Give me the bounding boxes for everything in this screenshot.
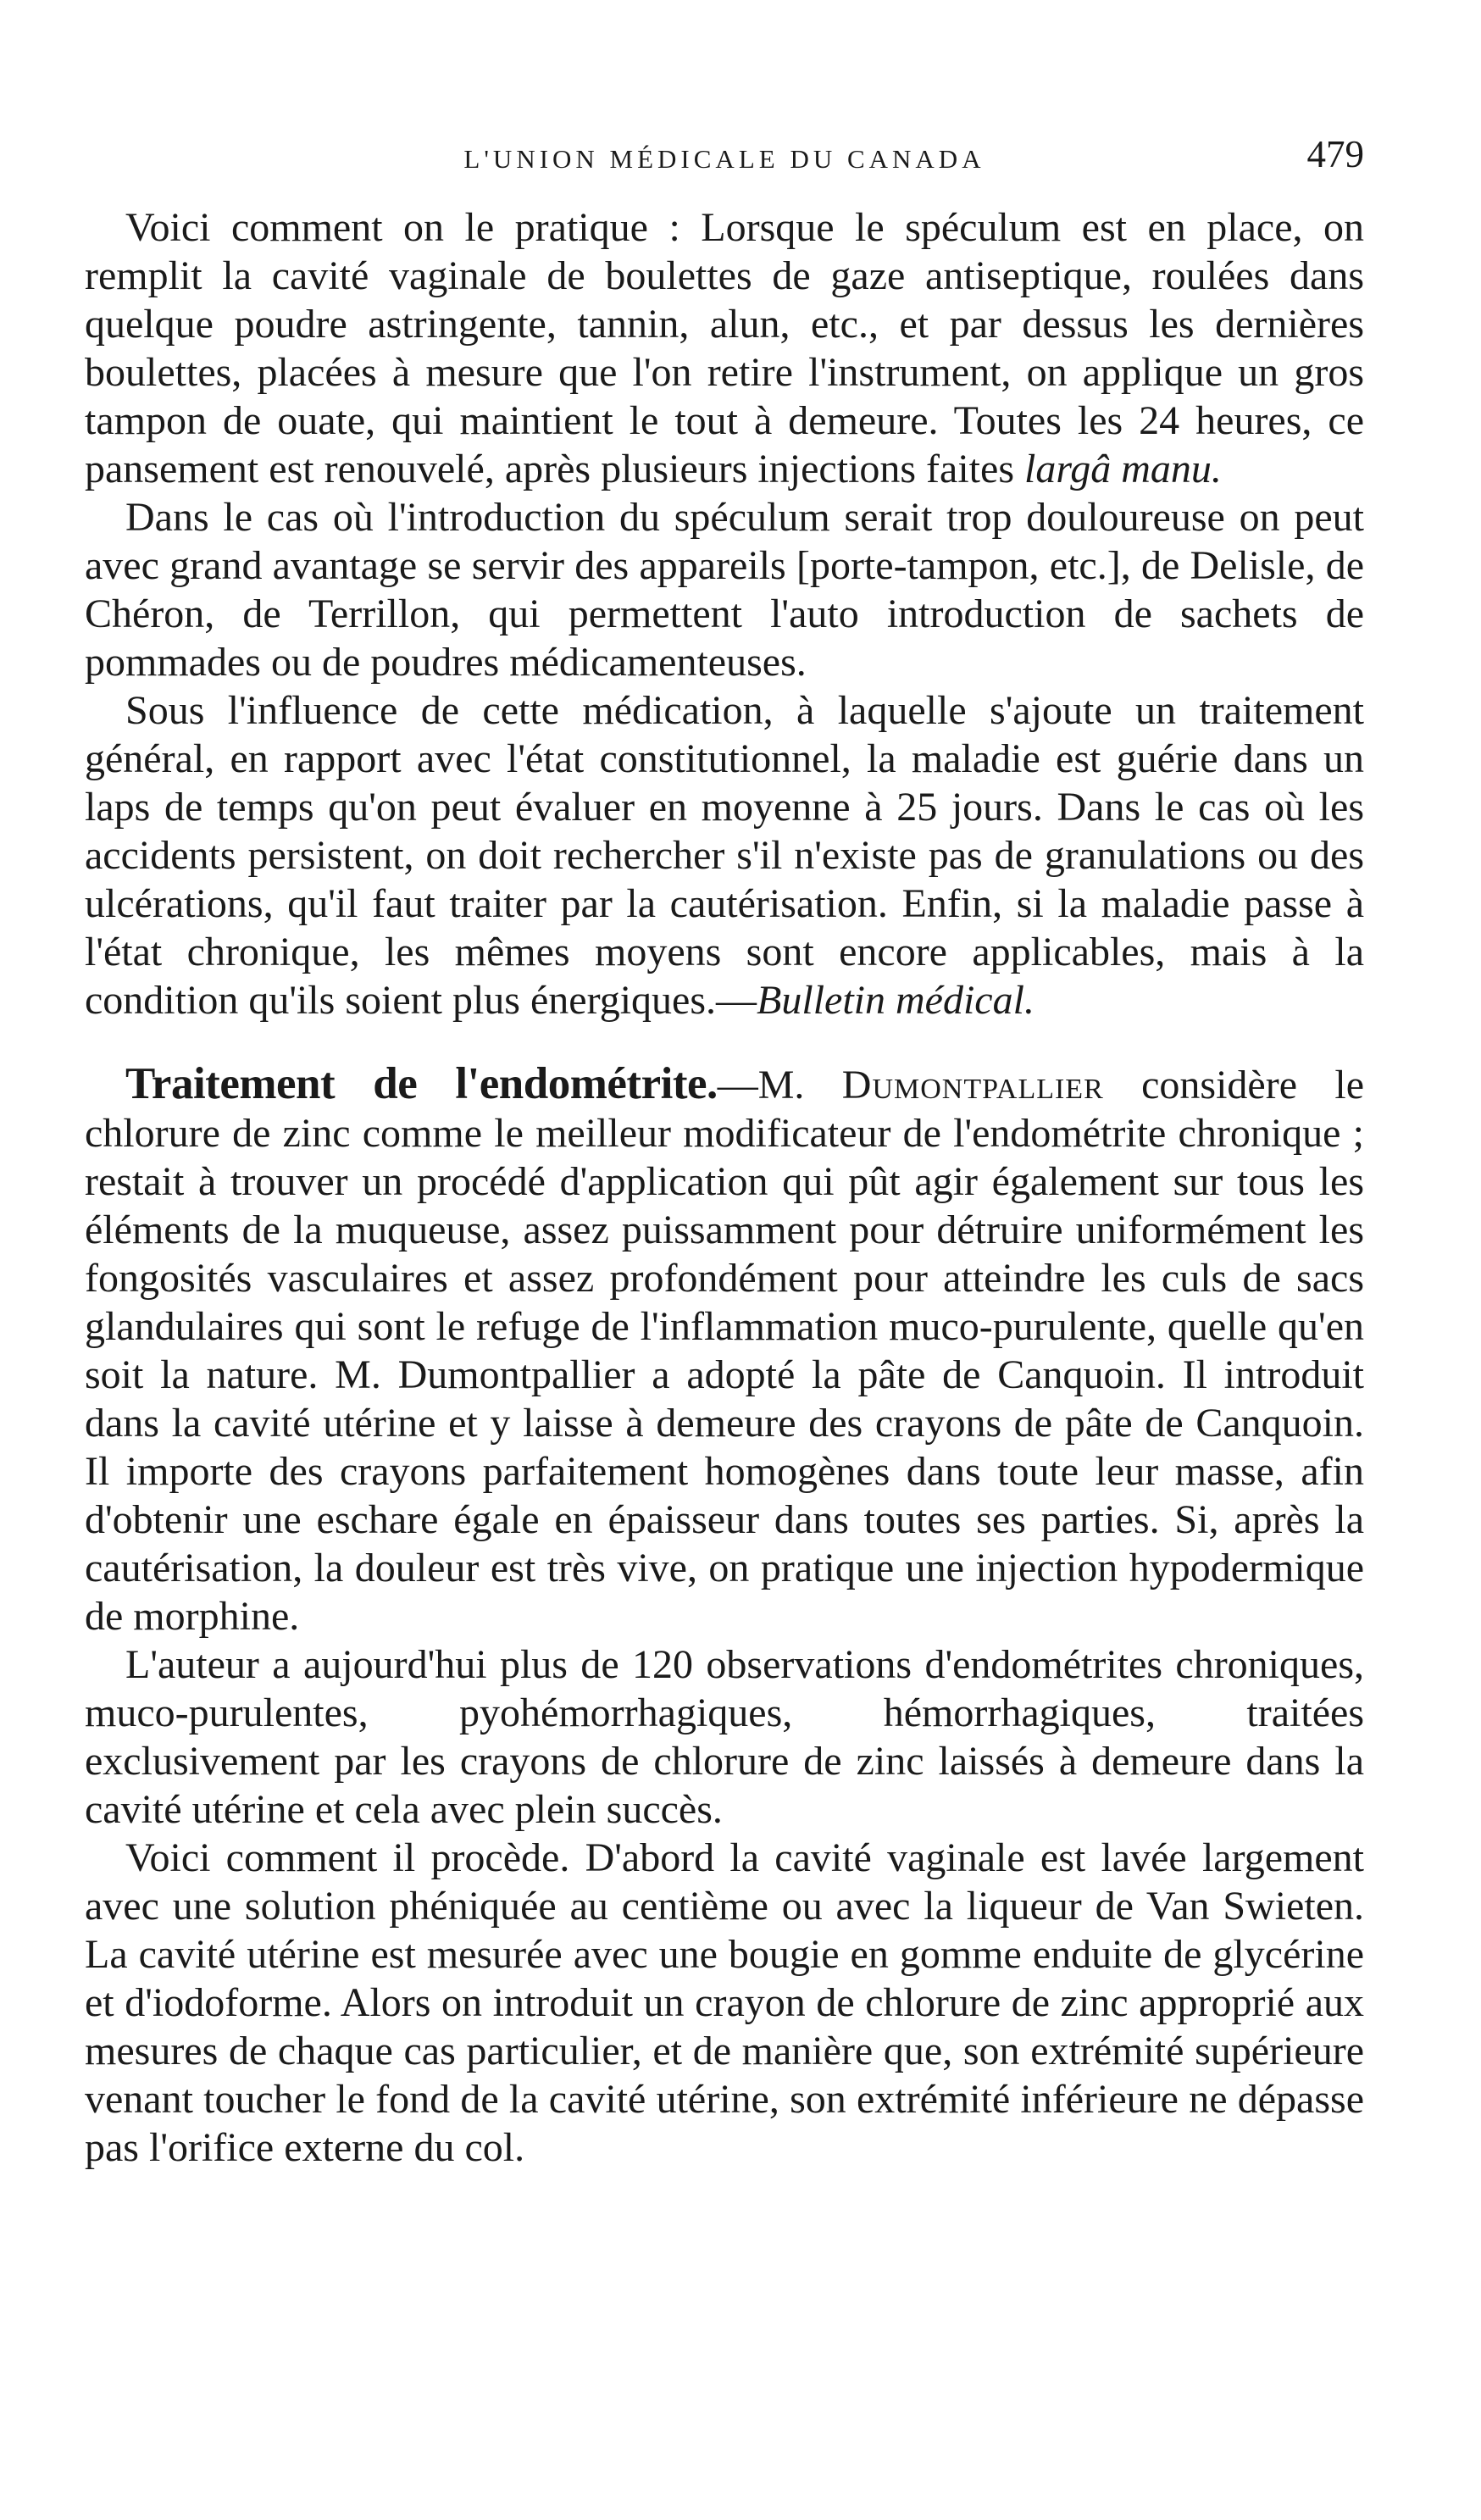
paragraph-1-text: Voici comment on le pratique : Lorsque le spéculum est en place, on remplit la cavité vaginale de boulettes de gaze antiseptique, roulées dans quelque poudre astringente, tannin, alun, etc., et par dessus les dernières boulettes, placées à mesure que l'on retire l'instrument, on applique un gros tampon de ouate, qui maintient le tout à demeure. Toutes les 24 heures, ce pansement est renouvelé, après plusieurs injections faites bbox=[85, 205, 1364, 491]
document-page bbox=[85, 127, 1364, 2172]
section-paragraph-1 bbox=[85, 1060, 1364, 1640]
section-dash: —M. bbox=[717, 1063, 805, 1107]
running-title: L'UNION MÉDICALE DU CANADA bbox=[463, 144, 985, 174]
paragraph-3 bbox=[85, 686, 1364, 1024]
section-paragraph-2: L'auteur a aujourd'hui plus de 120 observations d'endométrites chroniques, muco-purulentes, pyohémorrhagiques, hémorrhagiques, traitées exclusivement par les crayons de chlorure de zinc laissés à demeure dans la cavité utérine et cela avec plein succès. bbox=[85, 1642, 1364, 1832]
paragraph-3-text: Sous l'influence de cette médication, à laquelle s'ajoute un traitement général, en rapport avec l'état constitutionnel, la maladie est guérie dans un laps de temps qu'on peut évaluer en moyenne à 25 jours. Dans le cas où les accidents persistent, on doit rechercher s'il n'existe pas de granulations ou des ulcérations, qu'il faut traiter par la cautérisation. Enfin, si la maladie passe à l'état chronique, les mêmes moyens sont encore applicables, mais à la condition qu'ils soient plus énergiques.— bbox=[85, 688, 1364, 1023]
page-number: 479 bbox=[1306, 133, 1364, 175]
paragraph-1 bbox=[85, 203, 1364, 493]
section-author: Dumontpallier bbox=[841, 1063, 1104, 1107]
section-title: Traitement de l'endométrite. bbox=[125, 1059, 718, 1108]
paragraph-3-source: Bulletin médical. bbox=[757, 978, 1034, 1023]
section-paragraph-1-text: considère le chlorure de zinc comme le meilleur modificateur de l'endométrite chronique ; restait à trouver un procédé d'application qui pût agir également sur tous les éléments de la muqueuse, assez puissamment pour détruire uniformément les fongosités vasculaires et assez profondément pour atteindre les culs de sacs glandulaires qui sont le refuge de l'inflammation muco-purulente, quelle qu'en soit la nature. M. Dumontpallier a adopté la pâte de Canquoin. Il introduit dans la cavité utérine et y laisse à demeure des crayons de pâte de Canquoin. Il importe des crayons parfaitement homogènes dans toute leur masse, afin d'obtenir une eschare égale en épaisseur dans toutes ses parties. Si, après la cautérisation, la douleur est très vive, on pratique une injection hypodermique de morphine. bbox=[85, 1063, 1365, 1639]
section-paragraph-3: Voici comment il procède. D'abord la cavité vaginale est lavée largement avec une solution phéniquée au centième ou avec la liqueur de Van Swieten. La cavité utérine est mesurée avec une bougie en gomme enduite de glycérine et d'iodoforme. Alors on introduit un crayon de chlorure de zinc approprié aux mesures de chaque cas particulier, et de manière que, son extrémité supérieure venant toucher le fond de la cavité utérine, son extrémité inférieure ne dépasse pas l'orifice externe du col. bbox=[85, 1835, 1364, 2170]
running-header bbox=[85, 127, 1364, 203]
paragraph-1-italic: largâ manu. bbox=[1024, 447, 1222, 491]
paragraph-2: Dans le cas où l'introduction du spéculum serait trop douloureuse on peut avec grand avantage se servir des appareils [porte-tampon, etc.], de Delisle, de Chéron, de Terrillon, qui permettent l'auto introduction de sachets de pommades ou de poudres médicamenteuses. bbox=[85, 495, 1364, 685]
section-gap bbox=[85, 1024, 1364, 1060]
